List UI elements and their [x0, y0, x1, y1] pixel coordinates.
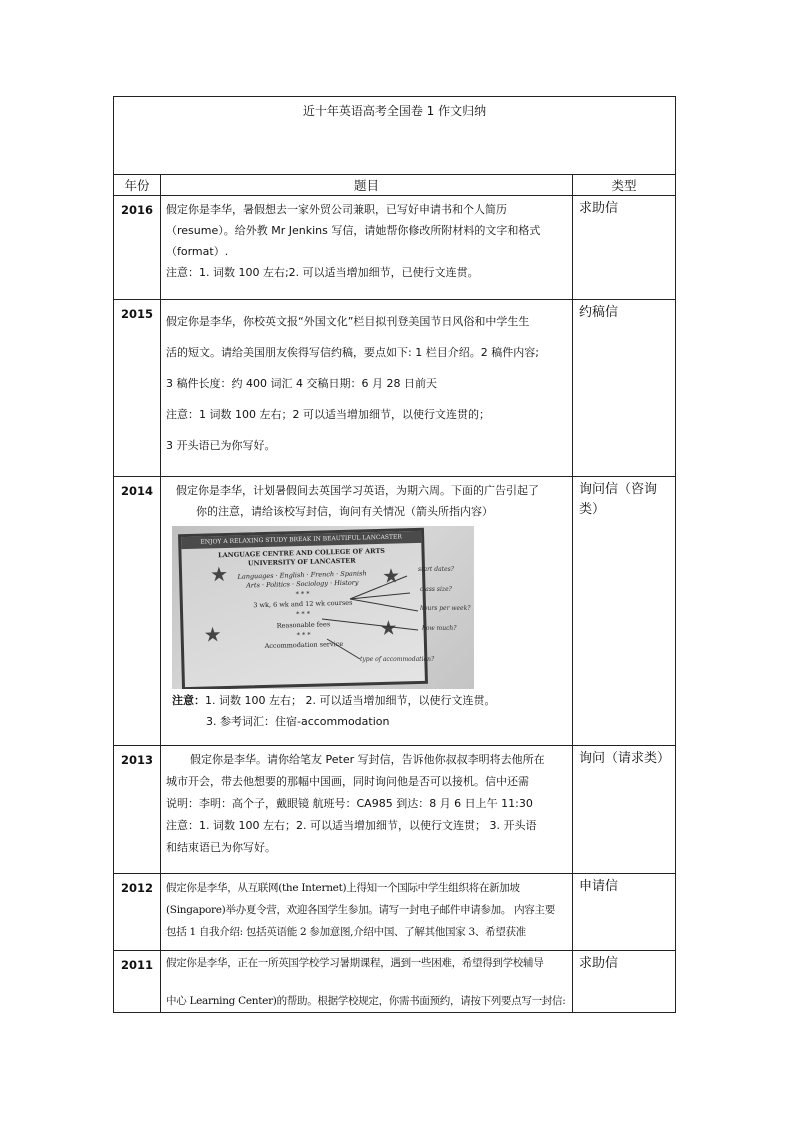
year-cell: 2014 [114, 477, 161, 746]
year-cell: 2016 [114, 196, 161, 300]
topic-cell [161, 951, 573, 1013]
header-year: 年份 [114, 175, 161, 196]
ad-note-hours: hours per week? [420, 605, 471, 612]
topic-line: （resume）。给外教 Mr Jenkins 写信，请她帮你修改所附材料的文字和格式 [166, 224, 541, 237]
topic-line: 说明：李明：高个子，戴眼镜 航班号：CA985 到达：8 月 6 日上午 11:30 [166, 797, 533, 810]
ad-fees: Reasonable fees [276, 620, 331, 630]
document-title: 近十年英语高考全国卷 1 作文归纳 [302, 104, 487, 118]
topic-line: 假定你是李华，从互联网(the Internet)上得知一个国际中学生组织将在新加坡 [166, 882, 520, 894]
ad-note-accommodation: type of accommodation? [360, 656, 435, 663]
topic-line: 包括 1 自我介绍: 包括英语能 2 参加意图,介绍中国、了解其他国家 3、希望获准 [166, 926, 526, 938]
topic-cell [161, 196, 573, 300]
note-line [166, 691, 569, 711]
topic-cell [161, 477, 573, 746]
table-row [114, 951, 676, 1013]
topic-cell [161, 746, 573, 874]
type-cell: 申请信 [573, 874, 676, 951]
header-type: 类型 [573, 175, 676, 196]
table-row [114, 300, 676, 477]
ad-university: UNIVERSITY OF LANCASTER [247, 556, 356, 568]
ad-dots: * * * [296, 609, 311, 619]
table-row [114, 874, 676, 951]
topic-line: 注意：1. 词数 100 左右；2. 可以适当增加细节，以使行文连贯； 3. 开头语 [166, 819, 537, 832]
topic-line: (Singapore)举办夏令营，欢迎各国学生参加。请写一封电子邮件申请参加。 内容主要 [166, 904, 555, 916]
table-row [114, 746, 676, 874]
ad-subjects-arts: Arts · Politics · Sociology · History [246, 578, 359, 590]
table-row [114, 477, 676, 746]
topic-line: 中心 Learning Center)的帮助。根据学校规定，你需书面预约，请按下列要点写一封信: [166, 995, 566, 1007]
arrow-line [350, 593, 410, 599]
header-topic: 题目 [161, 175, 573, 196]
topic-line: 注意：1 词数 100 左右；2 可以适当增加细节，以使行文连贯的； [166, 408, 490, 421]
type-cell: 求助信 [573, 951, 676, 1013]
type-cell: 询问（请求类） [573, 746, 676, 874]
star-icon: ★ [203, 622, 222, 647]
topic-line: 3 开头语已为你写好。 [166, 439, 276, 452]
ad-note-start-dates: start dates? [418, 566, 454, 573]
type-cell: 询问信（咨询类） [573, 477, 676, 746]
topic-cell [161, 874, 573, 951]
ad-subjects-languages: Languages · English · French · Spanish [237, 569, 367, 581]
topic-line: 你的注意，请给该校写封信，询问有关情况（箭头所指内容） [196, 505, 493, 518]
summary-table [113, 96, 676, 1013]
year-cell: 2011 [114, 951, 161, 1013]
ad-note-class-size: class size? [420, 586, 452, 593]
ad-dots: * * * [296, 630, 311, 640]
arrow-line [350, 576, 407, 599]
note-label: 注意： [172, 694, 205, 707]
ad-note-cost: how much? [422, 625, 457, 632]
table-title-cell [114, 97, 676, 175]
ad-school: LANGUAGE CENTRE AND COLLEGE OF ARTS [218, 546, 386, 560]
arrow-line [327, 639, 360, 659]
ad-courses: 3 wk, 6 wk and 12 wk courses [253, 598, 353, 610]
year-cell: 2012 [114, 874, 161, 951]
note-line: 3. 参考词汇：住宿-accommodation [206, 715, 390, 728]
topic-line: 假定你是李华，正在一所英国学校学习暑期课程，遇到一些困难，希望得到学校辅导 [166, 957, 544, 969]
topic-line: 注意：1. 词数 100 左右;2. 可以适当增加细节，已使行文连贯。 [166, 266, 479, 279]
topic-line: 假定你是李华，你校英文报“外国文化”栏目拟刊登美国节日风俗和中学生生 [166, 315, 530, 328]
topic-line: 假定你是李华。请你给笔友 Peter 写封信，告诉他你叔叔李明将去他所在 [190, 753, 545, 766]
topic-line: 城市开会，带去他想要的那幅中国画，同时询问他是否可以接机。信中还需 [166, 775, 529, 788]
topic-line: 假定你是李华，暑假想去一家外贸公司兼职，已写好申请书和个人简历 [166, 203, 507, 216]
type-cell: 约稿信 [573, 300, 676, 477]
ad-accommodation: Accommodation service [264, 639, 344, 651]
advertisement-photo [172, 526, 474, 689]
topic-line: 活的短文。请给美国朋友俟得写信约稿，要点如下: 1 栏目介绍。2 稿件内容; [166, 346, 539, 359]
table-row [114, 196, 676, 300]
topic-line: 假定你是李华，计划暑假间去英国学习英语，为期六周。下面的广告引起了 [176, 484, 539, 497]
topic-line: 3 稿件长度：约 400 词汇 4 交稿日期：6 月 28 日前天 [166, 377, 437, 390]
ad-banner: ENJOY A RELAXING STUDY BREAK IN BEAUTIFUL LANCASTER [181, 531, 421, 549]
arrow-line [322, 619, 418, 630]
star-icon: ★ [381, 563, 401, 588]
star-icon: ★ [379, 615, 398, 640]
topic-line: （format）. [166, 245, 229, 258]
topic-cell [161, 300, 573, 477]
topic-line: 和结束语已为你写好。 [166, 841, 276, 854]
note-text: 1. 词数 100 左右； 2. 可以适当增加细节，以使行文连贯。 [205, 694, 496, 707]
star-icon: ★ [209, 561, 229, 587]
year-cell: 2015 [114, 300, 161, 477]
ad-dots: * * * [295, 589, 310, 599]
year-cell: 2013 [114, 746, 161, 874]
type-cell: 求助信 [573, 196, 676, 300]
arrow-line [350, 599, 418, 611]
